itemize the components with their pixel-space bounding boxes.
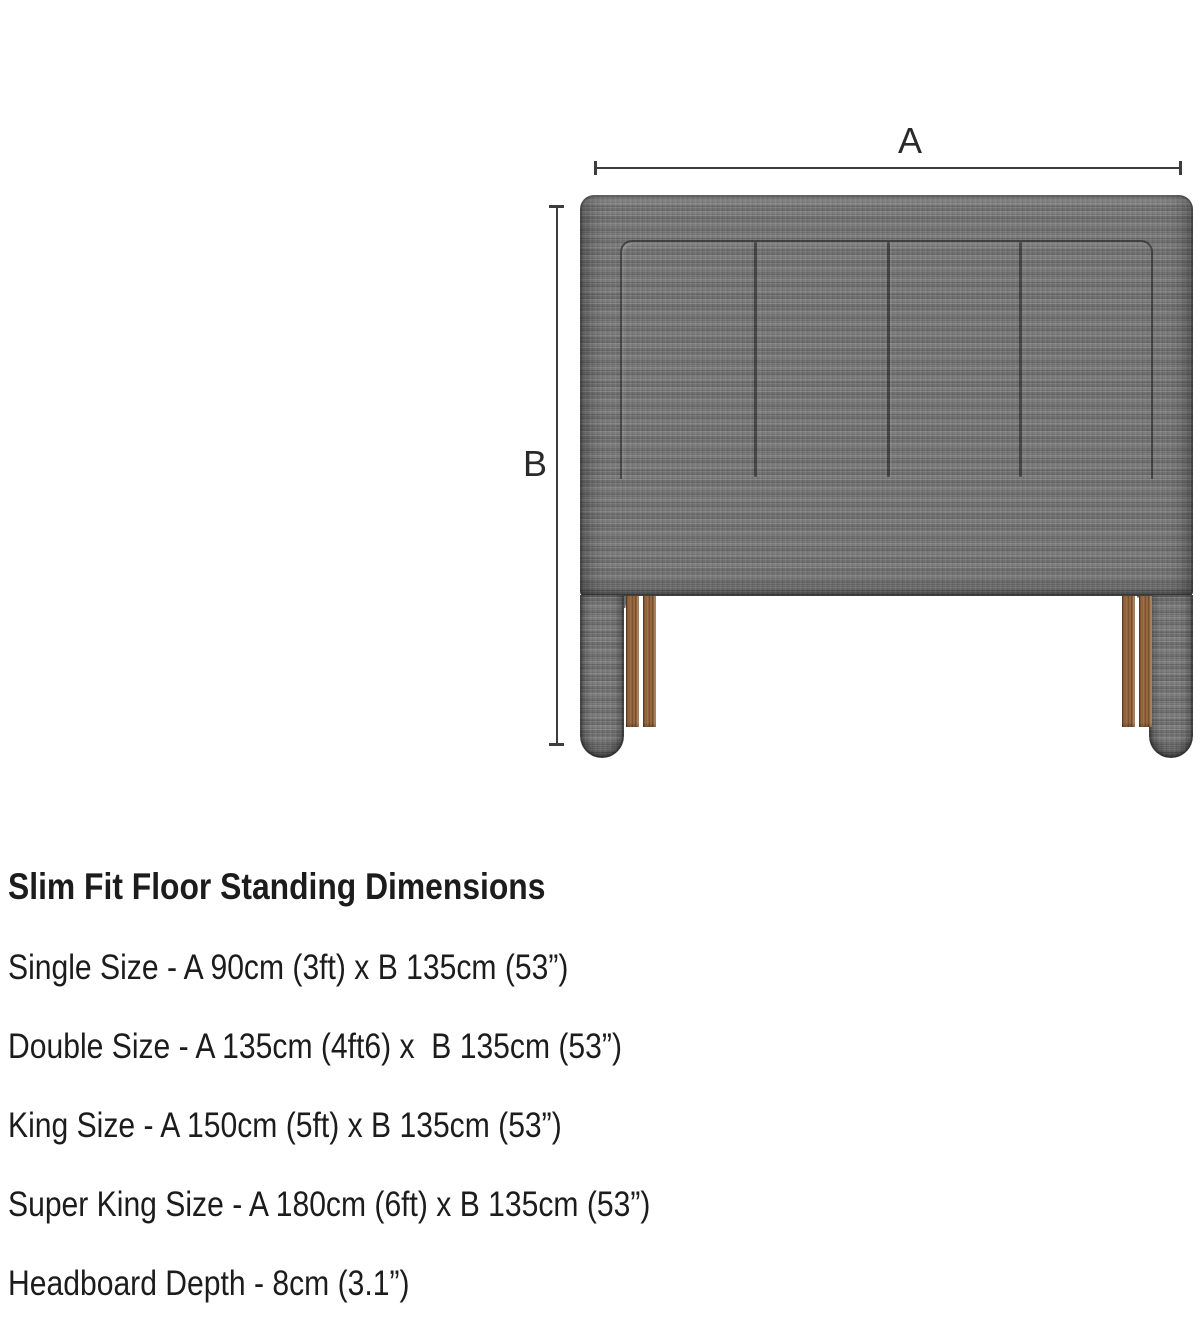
dimension-b-label: B bbox=[522, 443, 547, 484]
wood-strut-right-inner bbox=[1122, 596, 1135, 727]
headboard-seam-3 bbox=[1019, 242, 1022, 477]
dimension-a-label: A bbox=[897, 120, 922, 161]
dimension-a-line bbox=[595, 167, 1181, 169]
wood-strut-left-inner bbox=[643, 596, 656, 727]
headboard-leg-right bbox=[1149, 595, 1193, 758]
wood-strut-left-outer bbox=[626, 596, 639, 727]
dimension-a-tick-right bbox=[1179, 161, 1182, 175]
spec-line-double: Double Size - A 135cm (4ft6) x B 135cm (53”) bbox=[8, 1027, 622, 1066]
spec-line-super-king: Super King Size - A 180cm (6ft) x B 135cm (53”) bbox=[8, 1185, 651, 1224]
dimension-a-tick-left bbox=[594, 161, 597, 175]
dimension-b-tick-top bbox=[549, 205, 564, 208]
wood-strut-right-outer bbox=[1139, 596, 1152, 727]
headboard-leg-left bbox=[580, 595, 624, 758]
headboard-illustration bbox=[580, 195, 1193, 758]
spec-title: Slim Fit Floor Standing Dimensions bbox=[8, 866, 546, 907]
spec-line-king: King Size - A 150cm (5ft) x B 135cm (53”) bbox=[8, 1106, 562, 1145]
spec-line-depth: Headboard Depth - 8cm (3.1”) bbox=[8, 1264, 410, 1303]
headboard-seam-1 bbox=[754, 242, 757, 477]
headboard-panel bbox=[580, 195, 1193, 596]
headboard-seam-2 bbox=[887, 242, 890, 477]
dimension-b-tick-bottom bbox=[549, 743, 564, 746]
dimensions-spec-block bbox=[8, 827, 650, 1341]
spec-line-single: Single Size - A 90cm (3ft) x B 135cm (53”) bbox=[8, 948, 569, 987]
